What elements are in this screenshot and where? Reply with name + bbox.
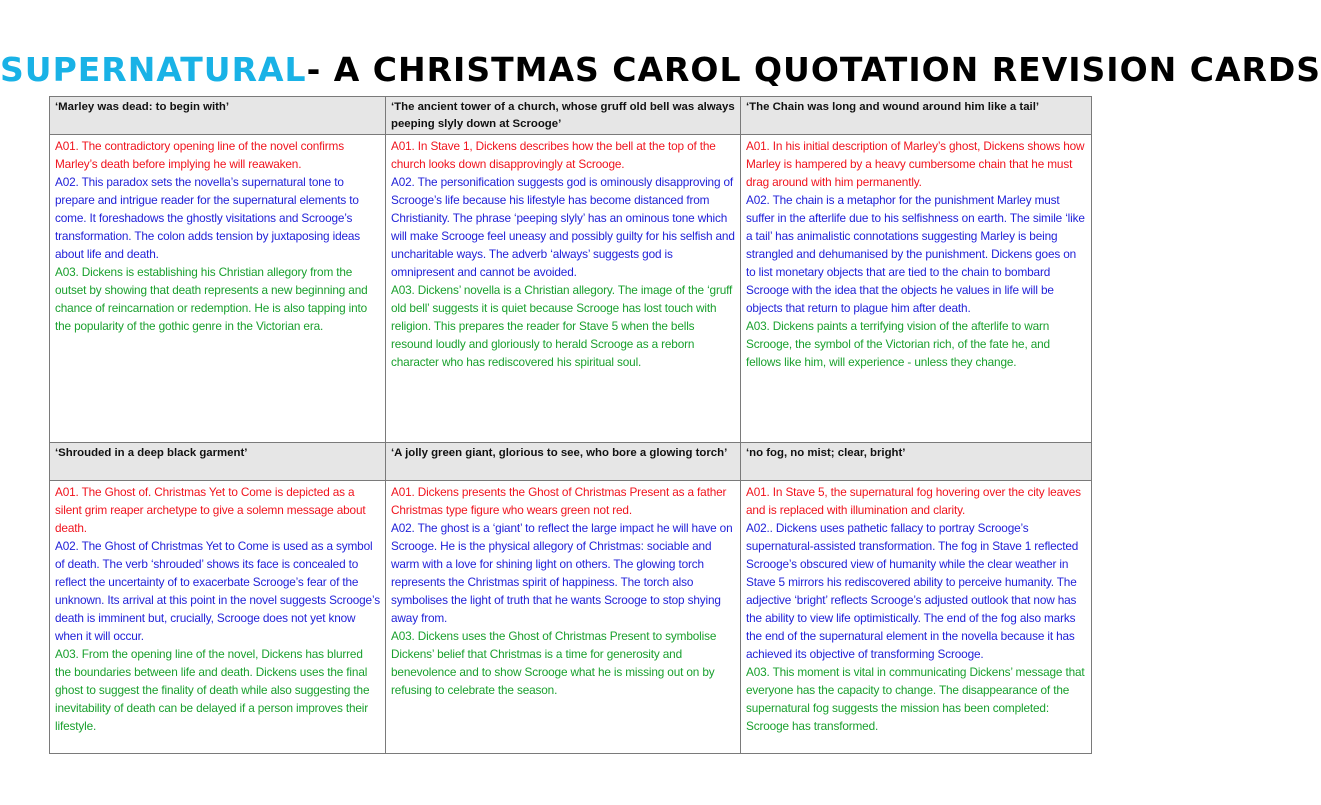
card-analysis [50,135,386,443]
ao2-text: A02. The chain is a metaphor for the punishment Marley must suffer in the afterlife due to his selfishness on earth. The simile ‘like a tail’ has animalistic connotations suggesting Marley is being strangled and dehumanised by the punishment. Dickens goes on to list monetary objects that are tied to the chain to bombard Scrooge with the idea that the objects he values in life will be objects that return to plague him after death. [746,193,1085,315]
card-analysis [50,481,386,754]
quote-row [50,443,1092,481]
ao1-text: A01. Dickens presents the Ghost of Christmas Present as a father Christmas type figure who wears green not red. [391,485,727,517]
card-quote: ‘A jolly green giant, glorious to see, who bore a glowing torch’ [386,443,741,481]
quote-row [50,97,1092,135]
card-quote: ‘Marley was dead: to begin with’ [50,97,386,135]
card-quote: ‘no fog, no mist; clear, bright’ [741,443,1092,481]
ao2-text: A02. The Ghost of Christmas Yet to Come is used as a symbol of death. The verb ‘shrouded’ shows its face is concealed to reflect the uncertainty of to exacerbate Scrooge’s fear of the unknown. Its arrival at this point in the novel suggests Scrooge’s death is imminent but, crucially, Scrooge does not yet know when it will occur. [55,539,380,643]
card-quote: ‘The ancient tower of a church, whose gruff old bell was always peeping slyly down at Scrooge’ [386,97,741,135]
ao3-text: A03. This moment is vital in communicating Dickens’ message that everyone has the capacity to change. The disappearance of the supernatural fog suggests the mission has been completed: Scrooge has transformed. [746,665,1085,733]
ao1-text: A01. In Stave 1, Dickens describes how the bell at the top of the church looks down disapprovingly at Scrooge. [391,139,716,171]
analysis-row [50,481,1092,754]
page-title [0,50,1321,89]
ao1-text: A01. The contradictory opening line of the novel confirms Marley’s death before implying he will reawaken. [55,139,344,171]
ao2-text: A02. The personification suggests god is ominously disapproving of Scrooge’s life because his lifestyle has become distanced from Christianity. The phrase ‘peeping slyly’ has an ominous tone which will make Scrooge feel uneasy and possibly guilty for his selfish and uncharitable ways. The adverb ‘always’ suggests god is omnipresent and cannot be avoided. [391,175,735,279]
card-analysis [741,481,1092,754]
ao2-text: A02.. Dickens uses pathetic fallacy to portray Scrooge’s supernatural-assisted transformation. The fog in Stave 1 reflected Scrooge’s obscured view of humanity while the clear weather in Stave 5 mirrors his rediscovered ability to perceive humanity. The adjective ‘bright’ reflects Scrooge’s adjusted outlook that now has the ability to view life optimistically. The end of the fog also marks the end of the supernatural element in the novella because it has achieved its objective of transforming Scrooge. [746,521,1079,661]
card-analysis [741,135,1092,443]
title-rest: - A CHRISTMAS CAROL QUOTATION REVISION CARDS [306,50,1321,89]
ao3-text: A03. Dickens uses the Ghost of Christmas Present to symbolise Dickens’ belief that Christmas is a time for generosity and benevolence and to show Scrooge what he is missing out on by refusing to celebrate the season. [391,629,717,697]
card-analysis [386,481,741,754]
title-accent: SUPERNATURAL [0,50,307,89]
ao2-text: A02. This paradox sets the novella’s supernatural tone to prepare and intrigue reader for the supernatural elements to come. It foreshadows the ghostly visitations and Scrooge’s transformation. The colon adds tension by juxtaposing ideas about life and death. [55,175,361,261]
ao2-text: A02. The ghost is a ‘giant’ to reflect the large impact he will have on Scrooge. He is the physical allegory of Christmas: sociable and warm with a love for shining light on others. The glowing torch represents the Christmas spirit of happiness. The torch also symbolises the light of truth that he wants Scrooge to stop shying away from. [391,521,733,625]
ao3-text: A03. Dickens is establishing his Christian allegory from the outset by showing that death represents a new beginning and chance of reincarnation or redemption. He is also tapping into the popularity of the gothic genre in the Victorian era. [55,265,368,333]
analysis-row [50,135,1092,443]
card-quote: ‘Shrouded in a deep black garment’ [50,443,386,481]
ao3-text: A03. Dickens paints a terrifying vision of the afterlife to warn Scrooge, the symbol of the Victorian rich, of the fate he, and fellows like him, will experience - unless they change. [746,319,1050,369]
ao1-text: A01. In his initial description of Marley’s ghost, Dickens shows how Marley is hampered by a heavy cumbersome chain that he must drag around with him permanently. [746,139,1085,189]
ao1-text: A01. The Ghost of. Christmas Yet to Come is depicted as a silent grim reaper archetype to give a solemn message about death. [55,485,366,535]
revision-cards-table [49,96,1092,754]
ao3-text: A03. Dickens’ novella is a Christian allegory. The image of the ‘gruff old bell’ suggests it is quiet because Scrooge has lost touch with religion. This prepares the reader for Stave 5 when the bells resound loudly and gloriously to herald Scrooge as a reborn character who has rediscovered his spiritual soul. [391,283,733,369]
ao1-text: A01. In Stave 5, the supernatural fog hovering over the city leaves and is replaced with illumination and clarity. [746,485,1081,517]
ao3-text: A03. From the opening line of the novel, Dickens has blurred the boundaries between life and death. Dickens uses the final ghost to suggest the finality of death while also suggesting the inevitability of death can be delayed if a person improves their lifestyle. [55,647,370,733]
card-analysis [386,135,741,443]
card-quote: ‘The Chain was long and wound around him like a tail’ [741,97,1092,135]
